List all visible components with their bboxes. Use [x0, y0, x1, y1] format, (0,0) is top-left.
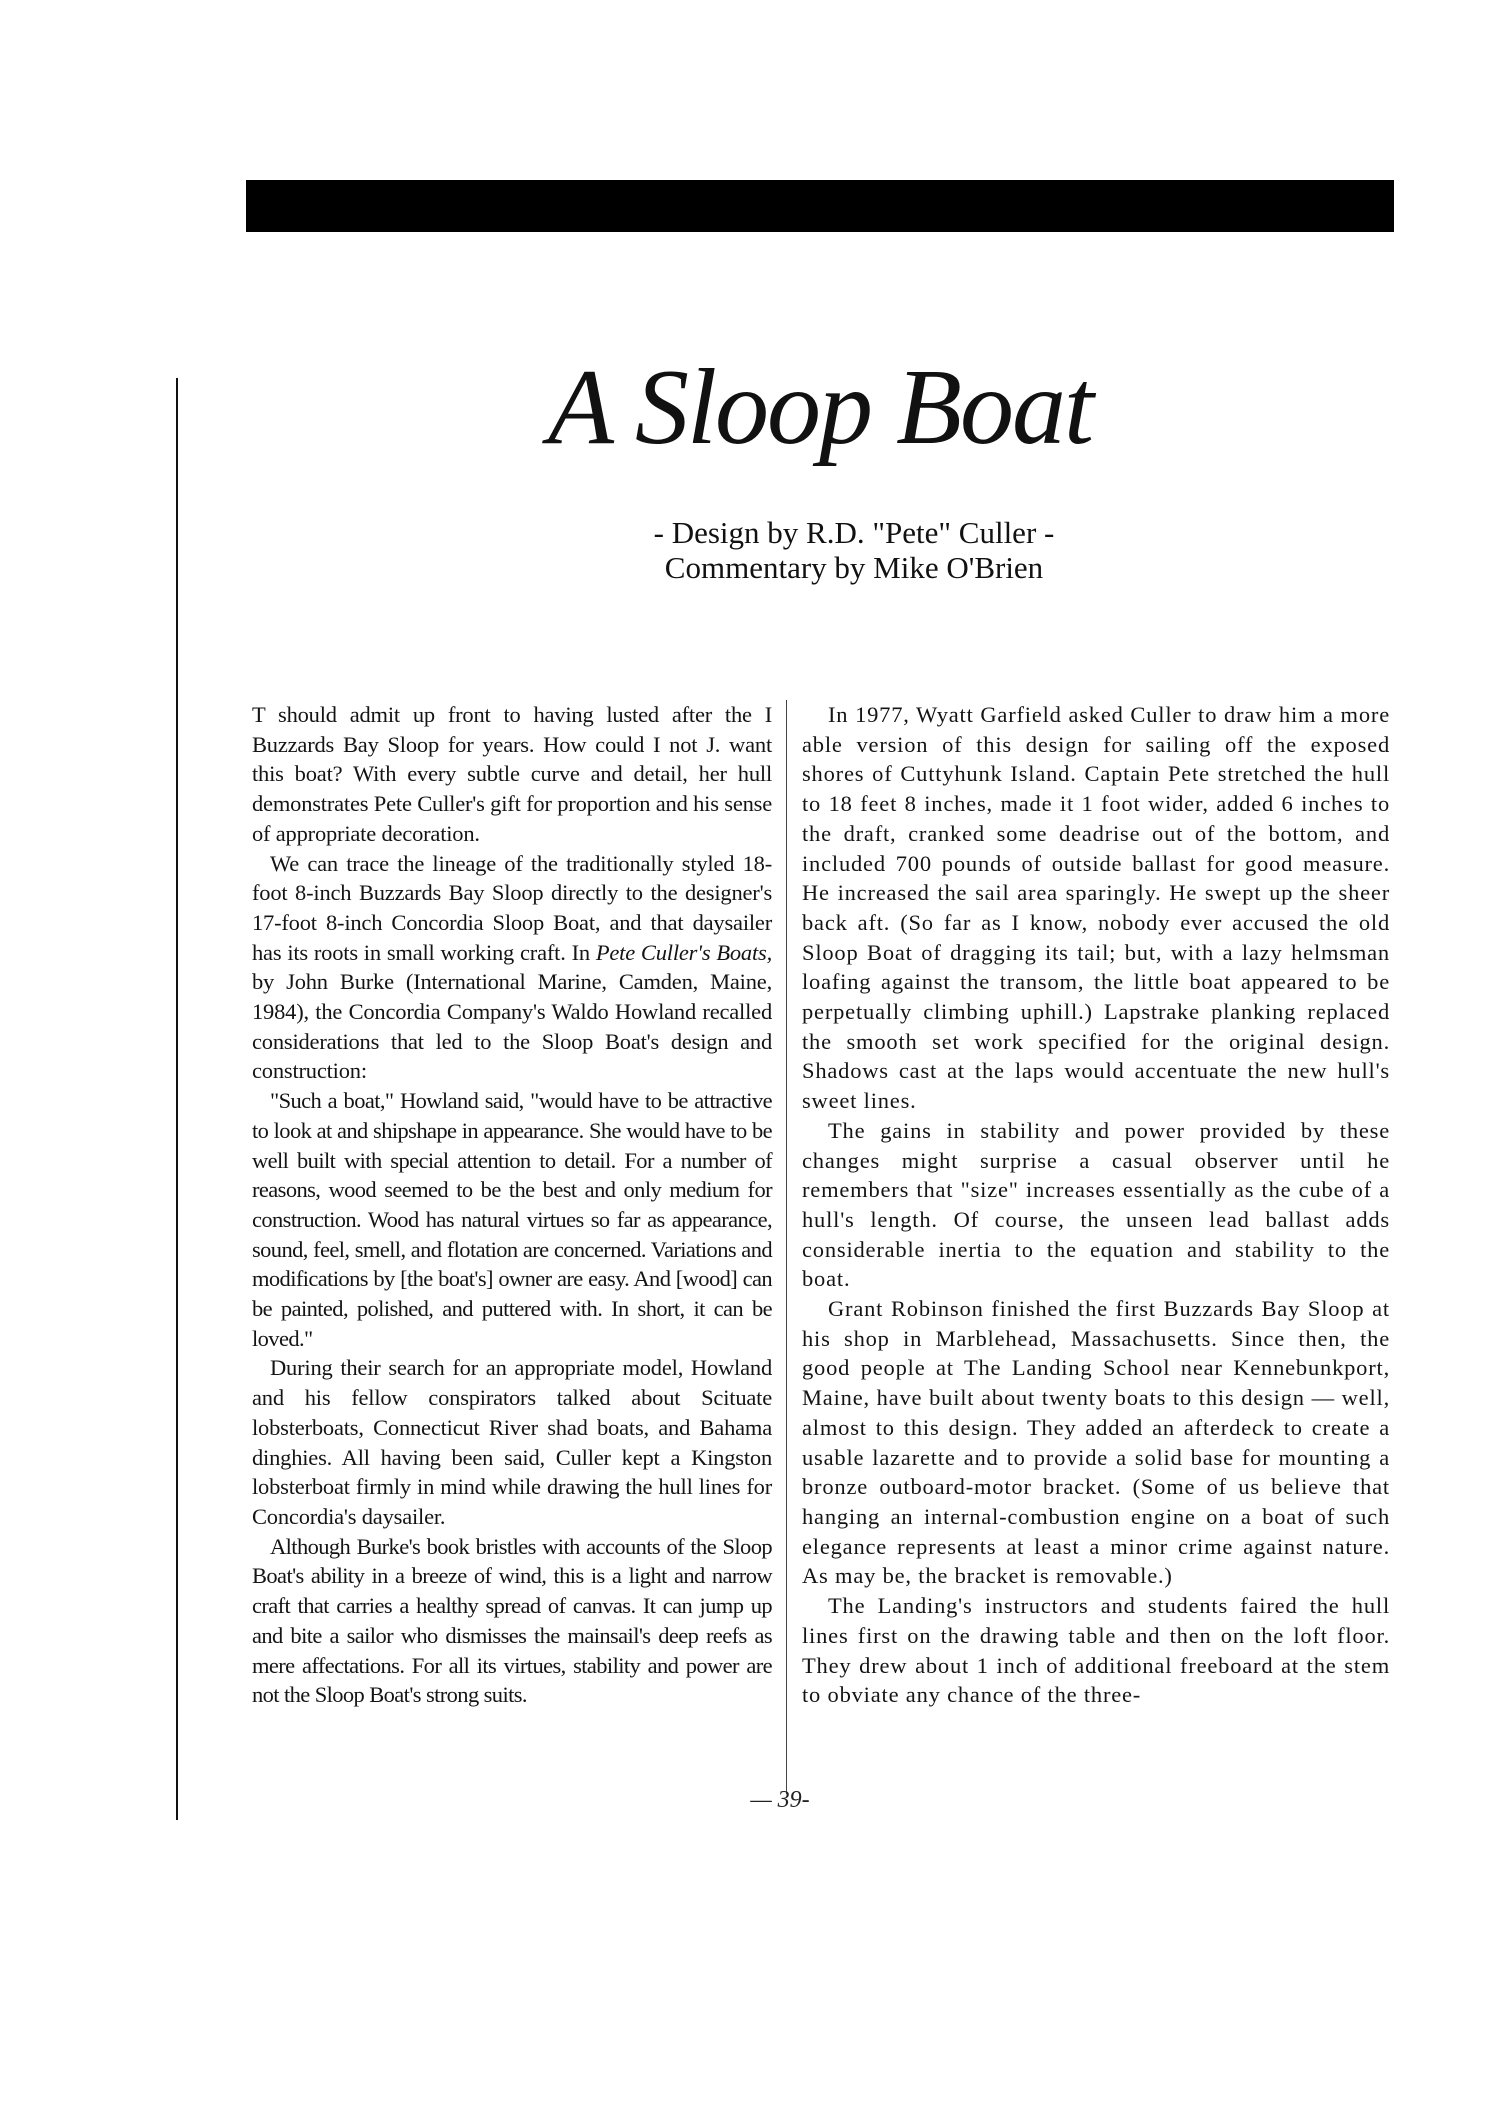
right-column: [802, 700, 1390, 1710]
paragraph: Although Burke's book bristles with accounts of the Sloop Boat's ability in a breeze of wind, this is a light and narrow craft that carries a healthy spread of canvas. It can jump up and bite a sailor who dismisses the mainsail's deep reefs as mere affectations. For all its virtues, stability and power are not the Sloop Boat's strong suits.: [252, 1533, 772, 1708]
book-title: Pete Culler's Boats,: [595, 939, 772, 965]
chapter-number: XIII: [784, 5, 856, 50]
paragraph: The Landing's instructors and students faired the hull lines first on the drawing table and then on the loft floor. They drew about 1 inch of additional freeboard at the stem to obviate any chance of the three-: [802, 1593, 1390, 1708]
paragraph: Grant Robinson finished the first Buzzards Bay Sloop at his shop in Marblehead, Massachusetts. Since then, the good people at The Landing School near Kennebunkport, Maine, have built about twenty boats to this design — well, almost to this design. They added an afterdeck to create a usable lazarette and to provide a solid base for mounting a bronze outboard-motor bracket. (Some of us believe that hanging an internal-combustion engine on a boat of such elegance represents at least a minor crime against nature. As may be, the bracket is removable.): [802, 1296, 1390, 1589]
paragraph: In 1977, Wyatt Garfield asked Culler to draw him a more able version of this design for sailing off the exposed shores of Cuttyhunk Island. Captain Pete stretched the hull to 18 feet 8 inches, made it 1 foot wider, added 6 inches to the draft, cranked some deadrise out of the bottom, and included 700 pounds of outside ballast for good measure. He increased the sail area sparingly. He swept up the sheer back aft. (So far as I know, nobody ever accused the old Sloop Boat of dragging its tail; but, with a lazy helmsman loafing against the transom, the little boat appeared to be perpetually climbing uphill.) Lapstrake planking replaced the smooth set work specified for the original design. Shadows cast at the laps would accentuate the new hull's sweet lines.: [802, 702, 1390, 1114]
page-number: — 39-: [750, 1787, 810, 1813]
paragraph-text: by John Burke (International Marine, Camden, Maine, 1984), the Concordia Company's Waldo Howland recalled considerations that led to the Sloop Boat's design and construction:: [252, 969, 772, 1084]
paragraph: The gains in stability and power provided by these changes might surprise a casual observer until he remembers that "size" increases essentially as the cube of a hull's length. Of course, the unseen lead ballast adds considerable inertia to the equation and stability to the boat.: [802, 1117, 1390, 1292]
left-column: [252, 700, 772, 1710]
paragraph: "Such a boat," Howland said, "would have to be attractive to look at and shipshape in appearance. She would have to be well built with special attention to detail. For a number of reasons, wood seemed to be the best and only medium for construction. Wood has natural virtues so far as appearance, sound, feel, smell, and flotation are concerned. Variations and modifications by [the boat's] owner are easy. And [wood] can be painted, polished, and puttered with. In short, it can be loved.": [252, 1088, 772, 1351]
paragraph: During their search for an appropriate model, Howland and his fellow conspirators talked about Scituate lobsterboats, Connecticut River shad boats, and Bahama dinghies. All having been said, Culler kept a Kingston lobsterboat firmly in mind while drawing the hull lines for Concordia's daysailer.: [252, 1355, 772, 1529]
design-credit: - Design by R.D. "Pete" Culler -: [653, 515, 1055, 550]
paragraph-text: We can trace the lineage of the traditionally styled 18-foot 8-inch Buzzards Bay Sloop directly to the designer's 17-foot 8-inch Concordia Sloop Boat, and that daysailer has its roots in small working craft. In: [252, 850, 772, 965]
chapter-header-bar: [246, 180, 1394, 232]
paragraph: T should admit up front to having lusted after the I Buzzards Bay Sloop for years. How could I not J. want this boat? With every subtle curve and detail, her hull demonstrates Pete Culler's gift for proportion and his sense of appropriate decoration.: [252, 702, 772, 846]
commentary-credit: Commentary by Mike O'Brien: [664, 550, 1044, 585]
margin-rule: [176, 378, 178, 1820]
column-divider: [786, 700, 787, 1794]
paragraph: [252, 849, 772, 1087]
article-title: A Sloop Boat: [547, 348, 1092, 467]
